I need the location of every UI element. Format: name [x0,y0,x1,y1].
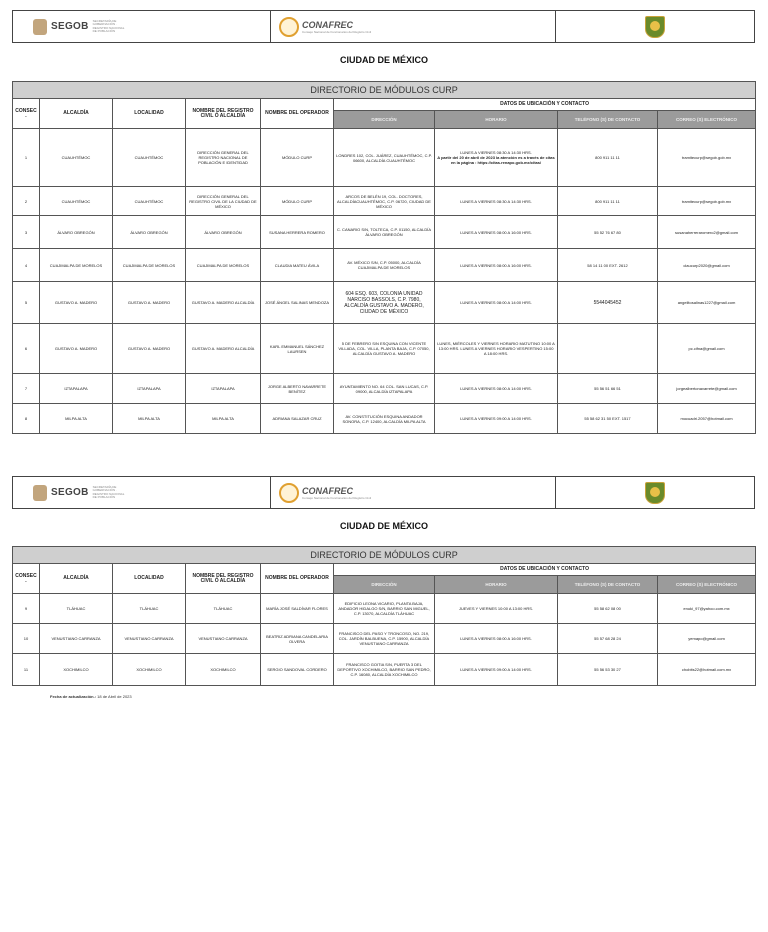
cell-alcaldia: GUSTAVO A. MADERO [40,324,113,374]
cell-operador: SUSANA HERRERA ROMERO [261,216,334,249]
update-date-note [50,694,132,699]
cell-registro: GUSTAVO A. MADERO ALCALDÍA [186,324,261,374]
cell-consec: 10 [13,624,40,654]
cell-correo: tramitecurp@segob.gob.mx [658,187,756,216]
cell-correo: claucurp2020@gmail.com [658,249,756,282]
cell-operador: JORGE ALBERTO NAVARRETE BENÍTEZ [261,374,334,404]
cell-registro: ÁLVARO OBREGÓN [186,216,261,249]
cell-alcaldia: CUAUHTÉMOC [40,187,113,216]
header-bar-2 [12,476,755,509]
segob-logo-cell [13,477,271,508]
horario-text: LUNES A VIERNES 08:30 A 14:30 HRS. [460,150,532,155]
segob-emblem-icon [33,485,47,501]
cell-correo: angelitosalinas1227@gmail.com [658,282,756,324]
cell-registro: VENUSTIANO CARRANZA [186,624,261,654]
cell-correo: chobits22@hotmail.com.mx [658,654,756,686]
cell-consec: 7 [13,374,40,404]
table-row [13,282,756,324]
col-operador: NOMBRE DEL OPERADOR [261,99,334,129]
cell-telefono: 58 14 11 00 EXT. 2612 [558,249,658,282]
cell-direccion: 604 ESQ. 603, COLONIA UNIDAD NARCISO BASSOLS, C.P. 7980, ALCALDÍA GUSTAVO A. MADERO, CIUDAD DE MÉXICO [334,282,435,324]
cell-localidad: CUAUHTÉMOC [113,129,186,187]
segob-emblem-icon [33,19,47,35]
cell-horario: LUNES A VIERNES 09:00 A 14:00 HRS. [435,404,558,434]
segob-logo [33,19,127,35]
cdmx-shield-icon [645,16,665,38]
col-telefono: TELÉFONO (S) DE CONTACTO [558,576,658,594]
cell-horario: LUNES, MIÉRCOLES Y VIERNES HORARIO MATUTINO 10:00 A 13:00 HRS. LUNES A VIERNES HORARIO VESPERTINO 15:00 A 18:00 HRS. [435,324,558,374]
cell-registro: XOCHIMILCO [186,654,261,686]
table-row [13,187,756,216]
cell-operador: MÓDULO CURP [261,187,334,216]
cell-localidad: XOCHIMILCO [113,654,186,686]
cell-horario [435,129,558,187]
table-title: DIRECTORIO DE MÓDULOS CURP [13,547,756,564]
table-row [13,654,756,686]
cell-direccion: LONDRES 102, COL. JUÁREZ, CUAUHTÉMOC, C.P. 06600, ALCALDÍA CUAUHTÉMOC [334,129,435,187]
conafrec-logo-cell [271,11,556,42]
cell-direccion: AYUNTAMIENTO NO. 64 COL. SAN LUCAS, C.P. 09000, ALCALDÍA IZTAPALAPA [334,374,435,404]
cell-horario: LUNES A VIERNES 08:00 A 16:00 HRS. [435,216,558,249]
cell-telefono: 55 57 68 28 24 [558,624,658,654]
cell-consec: 2 [13,187,40,216]
cell-horario: LUNES A VIERNES 08:30 A 14:30 HRS. [435,187,558,216]
conafrec-logo [279,483,371,503]
cell-telefono: 55 56 53 30 27 [558,654,658,686]
table-row [13,324,756,374]
col-operador: NOMBRE DEL OPERADOR [261,564,334,594]
cell-operador: MÓDULO CURP [261,129,334,187]
table-row [13,249,756,282]
col-consec: CONSEC. [13,564,40,594]
col-localidad: LOCALIDAD [113,564,186,594]
cell-direccion: ARCOS DE BELÉN 19, COL. DOCTORES, ALCALDÍACUAUHTÉMOC, C.P. 06720, CIUDAD DE MÉXICO [334,187,435,216]
conafrec-emblem-icon [279,17,299,37]
col-direccion: DIRECCIÓN [334,576,435,594]
cell-telefono [558,324,658,374]
cell-direccion: AV. CONSTITUCIÓN ESQUINA ANDADOR SONORA, C.P. 12400, ALCALDÍA MILPA ALTA [334,404,435,434]
cell-consec: 9 [13,594,40,624]
col-alcaldia: ALCALDÍA [40,99,113,129]
cell-registro: CUAJIMALPA DE MORELOS [186,249,261,282]
col-group-datos: DATOS DE UBICACIÓN Y CONTACTO [334,99,756,111]
conafrec-logo-text: CONAFREC [302,19,353,30]
table-row [13,624,756,654]
conafrec-logo-cell [271,477,556,508]
cdmx-shield-cell [556,477,754,508]
cell-correo: jorgealbertonavarrete@gmail.com [658,374,756,404]
cell-horario: LUNES A VIERNES 08:00 A 14:00 HRS. [435,282,558,324]
cell-alcaldia: XOCHIMILCO [40,654,113,686]
cell-alcaldia: CUAUHTÉMOC [40,129,113,187]
conafrec-logo-text: CONAFREC [302,485,353,496]
cell-alcaldia: MILPA ALTA [40,404,113,434]
col-group-datos: DATOS DE UBICACIÓN Y CONTACTO [334,564,756,576]
cell-horario: JUEVES Y VIERNES 10:00 A 13:00 HRS. [435,594,558,624]
cell-localidad: VENUSTIANO CARRANZA [113,624,186,654]
cell-horario: LUNES A VIERNES 08:00 A 16:00 HRS. [435,624,558,654]
cell-telefono: 55 52 76 67 80 [558,216,658,249]
segob-logo-text: SEGOB [51,487,89,498]
cell-alcaldia: IZTAPALAPA [40,374,113,404]
cell-correo: tramitecurp@segob.gob.mx [658,129,756,187]
cell-registro: MILPA ALTA [186,404,261,434]
cell-localidad: GUSTAVO A. MADERO [113,282,186,324]
cell-consec: 4 [13,249,40,282]
cell-telefono: 55 58 62 08 00 [558,594,658,624]
cell-correo: pc.cifna@gmail.com [658,324,756,374]
segob-logo-subtext: SECRETARÍA DE GOBERNACIÓN · REGISTRO NACIONAL DE POBLACIÓN [92,18,125,33]
col-horario: HORARIO [435,576,558,594]
cell-horario: LUNES A VIERNES 08:00 A 14:00 HRS. [435,374,558,404]
cell-correo: susanaherreraromero2@gmail.com [658,216,756,249]
cell-registro: GUSTAVO A. MADERO ALCALDÍA [186,282,261,324]
col-horario: HORARIO [435,111,558,129]
table-row [13,374,756,404]
cell-operador: ADRIANA SALAZAR CRUZ [261,404,334,434]
conafrec-logo-subtext: Consejo Nacional de Funcionarios del Registro Civil [302,29,372,34]
cell-horario: LUNES A VIERNES 09:00 A 14:00 HRS. [435,654,558,686]
cell-localidad: CUAUHTÉMOC [113,187,186,216]
cell-consec: 8 [13,404,40,434]
cell-operador: BEATRIZ ADRIANA CANDELARIA OLVERA [261,624,334,654]
table-title: DIRECTORIO DE MÓDULOS CURP [13,82,756,99]
cell-direccion: AV. MÉXICO S/N, C.P. 05000, ALCALDÍA CUAJIMALPA DE MORELOS [334,249,435,282]
directory-table-2 [12,546,756,686]
horario-note: A partir del 20 de abril de 2023 la atención es a través de citas en la página : https://citas.renapo.gob.mx/citas/ [437,155,555,165]
cell-consec: 11 [13,654,40,686]
directory-table-1 [12,81,756,434]
update-date-value: 18 de Abril de 2023 [97,694,132,699]
cell-telefono: 5544045452 [558,282,658,324]
cell-localidad: ÁLVARO OBREGÓN [113,216,186,249]
cell-consec: 6 [13,324,40,374]
header-bar-1 [12,10,755,43]
table-row [13,216,756,249]
cell-operador: SERGIO SANDOVAL CORDERO [261,654,334,686]
city-title-1: CIUDAD DE MÉXICO [339,55,428,65]
cell-consec: 5 [13,282,40,324]
cell-operador: CLAUDIA MATEU ÁVILA [261,249,334,282]
cell-correo: enuki_97@yahoo.com.mx [658,594,756,624]
segob-logo-cell [13,11,271,42]
segob-logo [33,485,127,501]
col-registro: NOMBRE DEL REGISTRO CIVIL Ó ALCALDÍA [186,564,261,594]
cell-direccion: C. CANARIO S/N, TOLTECA, C.P. 01150, ALCALDÍA ÁLVARO OBREGÓN [334,216,435,249]
cell-consec: 1 [13,129,40,187]
col-correo: CORREO (S) ELECTRÓNICO [658,576,756,594]
cell-registro: DIRECCIÓN GENERAL DEL REGISTRO CIVIL DE LA CIUDAD DE MÉXICO [186,187,261,216]
update-date-label: Fecha de actualización.: [50,694,97,699]
cell-localidad: TLÁHUAC [113,594,186,624]
cdmx-shield-cell [556,11,754,42]
segob-logo-text: SEGOB [51,21,89,32]
cell-alcaldia: VENUSTIANO CARRANZA [40,624,113,654]
col-correo: CORREO (S) ELECTRÓNICO [658,111,756,129]
col-telefono: TELÉFONO (S) DE CONTACTO [558,111,658,129]
cell-alcaldia: ÁLVARO OBREGÓN [40,216,113,249]
cell-alcaldia: GUSTAVO A. MADERO [40,282,113,324]
cell-alcaldia: TLÁHUAC [40,594,113,624]
cell-localidad: CUAJIMALPA DE MORELOS [113,249,186,282]
cell-direccion: EDIFICIO LEONA VICARIO, PLANTA BAJA, ANDADOR HIDALGO S/N, BARRIO SAN MIGUEL, C.P. 13070, ALCALDÍA TLÁHUAC [334,594,435,624]
cell-correo: mocuadri.2057@hotmail.com [658,404,756,434]
cell-direccion: FRANCISCO GOITIA S/N, PUERTA 3 DEL DEPORTIVO XOCHIMILCO, BARRIO SAN PEDRO, C.P. 16080, ALCALDÍA XOCHIMILCO [334,654,435,686]
cell-localidad: GUSTAVO A. MADERO [113,324,186,374]
cell-registro: DIRECCIÓN GENERAL DEL REGISTRO NACIONAL DE POBLACIÓN E IDENTIDAD [186,129,261,187]
cell-telefono: 55 56 51 66 51 [558,374,658,404]
cell-horario: LUNES A VIERNES 08:00 A 16:00 HRS. [435,249,558,282]
col-direccion: DIRECCIÓN [334,111,435,129]
cell-alcaldia: CUAJIMALPA DE MORELOS [40,249,113,282]
col-consec: CONSEC. [13,99,40,129]
cell-operador: KARL EMMANUEL SÁNCHEZ LAURSEN [261,324,334,374]
cell-consec: 3 [13,216,40,249]
cell-direccion: FRANCISCO DEL PASO Y TRONCOSO, NO. 219, COL. JARDÍN BALBUENA, C.P. 15900, ALCALDÍA VENUSTIANO CARRANZA [334,624,435,654]
cell-operador: JOSÉ ÁNGEL SALINAS MENDOZA [261,282,334,324]
cell-correo: yemapo@gmail.com [658,624,756,654]
table-row [13,129,756,187]
cell-telefono: 55 58 62 31 50 EXT. 1517 [558,404,658,434]
table-row [13,594,756,624]
col-alcaldia: ALCALDÍA [40,564,113,594]
cdmx-shield-icon [645,482,665,504]
cell-telefono: 800 911 11 11 [558,187,658,216]
table-row [13,404,756,434]
city-title-2: CIUDAD DE MÉXICO [339,521,428,531]
cell-operador: MARÍA JOSÉ SALDÍVAR FLORES [261,594,334,624]
cell-registro: TLÁHUAC [186,594,261,624]
cell-localidad: IZTAPALAPA [113,374,186,404]
conafrec-emblem-icon [279,483,299,503]
cell-direccion: 5 DE FEBRERO S/N ESQUINA CON VICENTE VILLADA, COL. VILLA, PLANTA BAJA, C.P. 07050, ALCALDÍA GUSTAVO A. MADERO [334,324,435,374]
conafrec-logo-subtext: Consejo Nacional de Funcionarios del Registro Civil [302,495,372,500]
cell-localidad: MILPA ALTA [113,404,186,434]
cell-telefono: 800 911 11 11 [558,129,658,187]
conafrec-logo [279,17,371,37]
segob-logo-subtext: SECRETARÍA DE GOBERNACIÓN · REGISTRO NACIONAL DE POBLACIÓN [92,484,125,499]
col-localidad: LOCALIDAD [113,99,186,129]
col-registro: NOMBRE DEL REGISTRO CIVIL Ó ALCALDÍA [186,99,261,129]
cell-registro: IZTAPALAPA [186,374,261,404]
